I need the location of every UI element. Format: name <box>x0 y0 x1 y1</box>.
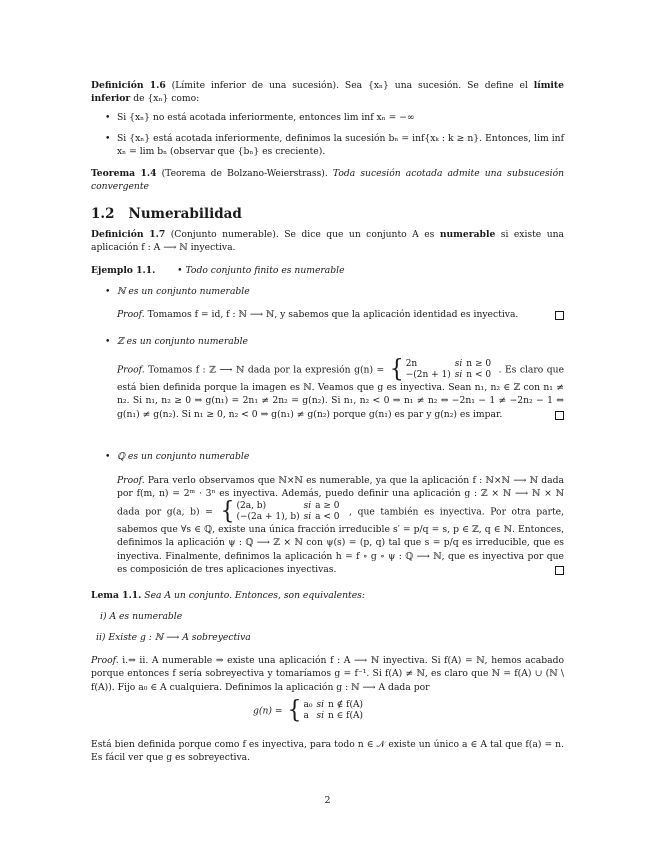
case-cell: 2n <box>405 359 418 369</box>
theorem-title: (Teorema de Bolzano-Weierstrass). <box>161 168 328 179</box>
case-cell: a <box>303 711 309 721</box>
page-number: 2 <box>324 795 331 806</box>
list-item-text: Si {xₙ} no está acotada inferiormente, entonces lim inf xₙ = −∞ <box>117 112 415 123</box>
list-item <box>105 335 564 348</box>
proof-text: i.⇒ ii. A numerable ⇒ existe una aplicación f : A ⟶ ℕ inyectiva. Si f(A) = ℕ, hemos acabado porque entonces f sería sobreyectiva y tomaríamos g = f⁻¹. Si f(A) ≠ ℕ, es claro que ℕ = f(A) ∪ (ℕ \ f(A)). Fijo a₀ ∈ A cualquiera. Definimos la aplicación g : ℕ ⟶ A dada por <box>91 655 565 693</box>
proof-text: Para verlo observamos que ℕ×ℕ es numerable, ya que la aplicación f : ℕ×ℕ ⟶ ℕ dada por f(m, n) = 2ᵐ · 3ⁿ es inyectiva. Además, puedo definir una aplicación g : ℤ × ℕ ⟶ ℕ × ℕ dada por g(a, b) = <box>117 475 564 518</box>
bullet-icon: • <box>105 133 111 144</box>
section-heading <box>91 206 242 222</box>
cases-table <box>236 501 343 523</box>
proof-label: Proof. <box>91 655 119 666</box>
theorem-text: Toda sucesión acotada admite una subsucesión convergente <box>91 168 565 193</box>
proof-label: Proof. <box>117 475 145 486</box>
case-cell: a < 0 <box>315 511 340 522</box>
proof-text: Tomamos f : ℤ ⟶ ℕ dada por la expresión g(n) = <box>148 364 385 376</box>
definition-label: Definición 1.7 <box>91 229 166 240</box>
definition-text: Sea {xₙ} una sucesión. Se define el <box>344 80 528 91</box>
example-label: Ejemplo 1.1. <box>91 265 156 276</box>
lemma-item: ii) Existe g : ℕ ⟶ A sobreyectiva <box>96 632 251 643</box>
lemma-1-1 <box>91 589 564 602</box>
case-cell: si <box>303 500 312 511</box>
case-cell: si <box>316 711 324 721</box>
bullet-icon: • <box>105 112 111 123</box>
case-cell: n ∉ f(A) <box>328 700 364 710</box>
proof-q <box>117 474 564 576</box>
theorem-label: Teorema 1.4 <box>91 168 157 179</box>
definition-label: Definición 1.6 <box>91 80 166 91</box>
case-cell: a ≥ 0 <box>315 500 340 511</box>
proof-label: Proof. <box>117 309 145 320</box>
brace-icon: { <box>389 355 404 384</box>
proof-n <box>117 308 564 321</box>
definition-text: si existe una aplicación f : A ⟶ ℕ inyectiva. <box>91 229 565 254</box>
case-cell: (−(2a + 1), b) <box>236 511 300 522</box>
lemma-item: i) A es numerable <box>100 611 183 622</box>
definition-text: de {xₙ} como: <box>133 93 200 105</box>
proof-label: Proof. <box>117 364 145 376</box>
case-cell: (2a, b) <box>236 500 267 511</box>
bullet-icon: • <box>105 336 111 347</box>
case-cell: n ∈ f(A) <box>328 711 364 721</box>
list-item <box>105 111 564 124</box>
brace-icon: { <box>287 696 302 725</box>
list-item-text: ℚ es un conjunto numerable <box>117 451 250 462</box>
example-1-1 <box>91 264 564 277</box>
list-item <box>105 285 564 298</box>
lemma-text: Sea A un conjunto. Entonces, son equivalentes: <box>144 590 365 601</box>
section-title: Numerabilidad <box>128 206 242 222</box>
list-item-text: Si {xₙ} está acotada inferiormente, definimos la sucesión bₙ = inf{xₖ : k ≥ n}. Entonces, lim inf xₙ = lim bₙ (observar que {bₙ} es creciente). <box>117 133 564 158</box>
list-item <box>105 132 564 159</box>
definition-term: límite inferior <box>91 80 565 105</box>
bullet-icon: • <box>105 286 111 297</box>
case-cell: si <box>303 511 312 522</box>
proof-z <box>117 355 565 421</box>
definition-1-7 <box>91 228 564 255</box>
bullet-icon: • <box>177 265 183 276</box>
theorem-1-4 <box>91 167 564 194</box>
definition-1-6 <box>91 79 564 106</box>
lemma-label: Lema 1.1. <box>91 590 142 601</box>
lemma-after: Está bien definida porque como f es inyectiva, para todo n ∈ 𝒩 existe un único a ∈ A tal que f(a) = n. Es fácil ver que g es sobreyectiva. <box>91 739 564 764</box>
definition-term: numerable <box>439 229 496 240</box>
section-number: 1.2 <box>91 206 115 222</box>
case-cell: n < 0 <box>466 370 492 380</box>
lemma-proof <box>91 654 564 694</box>
definition-title: (Límite inferior de una sucesión). <box>171 80 340 91</box>
list-item <box>105 450 564 463</box>
qed-icon <box>555 311 564 320</box>
case-cell: si <box>316 700 324 710</box>
case-cell: −(2n + 1) <box>405 370 451 380</box>
brace-icon: { <box>220 497 235 526</box>
qed-icon <box>555 566 564 575</box>
formula-lhs: g(n) = <box>253 705 283 717</box>
definition-title: (Conjunto numerable). <box>170 229 279 240</box>
cases-table <box>304 700 368 722</box>
case-cell: si <box>454 370 463 380</box>
case-cell: n ≥ 0 <box>466 359 492 369</box>
definition-text: Se dice que un conjunto A es <box>284 229 435 240</box>
cases-table <box>406 359 495 381</box>
case-cell: a₀ <box>303 700 313 710</box>
list-item-text: ℤ es un conjunto numerable <box>117 336 248 347</box>
g-definition <box>253 696 453 725</box>
qed-icon <box>555 411 564 420</box>
list-item-text: ℕ es un conjunto numerable <box>117 286 250 297</box>
proof-text: . Es claro que está bien definida porque la imagen es ℕ. Veamos que g es inyectiva. Sean n₁, n₂ ∈ ℤ con n₁ ≠ n₂. Si n₁, n₂ ≥ 0 ⇒ g(n₁) = 2n₁ ≠ 2n₂ = g(n₂). Si n₁, n₂ < 0 ⇒ n₁ ≠ n₂ ⇔ −2n₁ − 1 ≠ −2n₂ − 1 ⇔ g(n₁) ≠ g(n₂). Si n₁ ≥ 0, n₂ < 0 ⇒ g(n₁) ≠ g(n₂) porque g(n₁) es par y g(n₂) es impar. <box>117 364 565 420</box>
proof-text: , que también es inyectiva. Por otra parte, sabemos que ∀s ∈ ℚ, existe una única fracción irreducible s′ = p/q = s, p ∈ ℤ, q ∈ ℕ. Entonces, definimos la aplicación ψ : ℚ ⟶ ℤ × ℕ con ψ(s) = (p, q) tal que s = p/q es irreducible, que es inyectiva. Finalmente, definimos la aplicación h = f ∘ g ∘ ψ : ℚ ⟶ ℕ, que es inyectiva por que es composición de tres aplicaciones inyectivas. <box>117 506 565 576</box>
case-cell: si <box>454 359 463 369</box>
bullet-icon: • <box>105 451 111 462</box>
proof-text: Tomamos f = id, f : ℕ ⟶ ℕ, y sabemos que la aplicación identidad es inyectiva. <box>147 309 519 320</box>
example-item: Todo conjunto finito es numerable <box>185 265 345 276</box>
